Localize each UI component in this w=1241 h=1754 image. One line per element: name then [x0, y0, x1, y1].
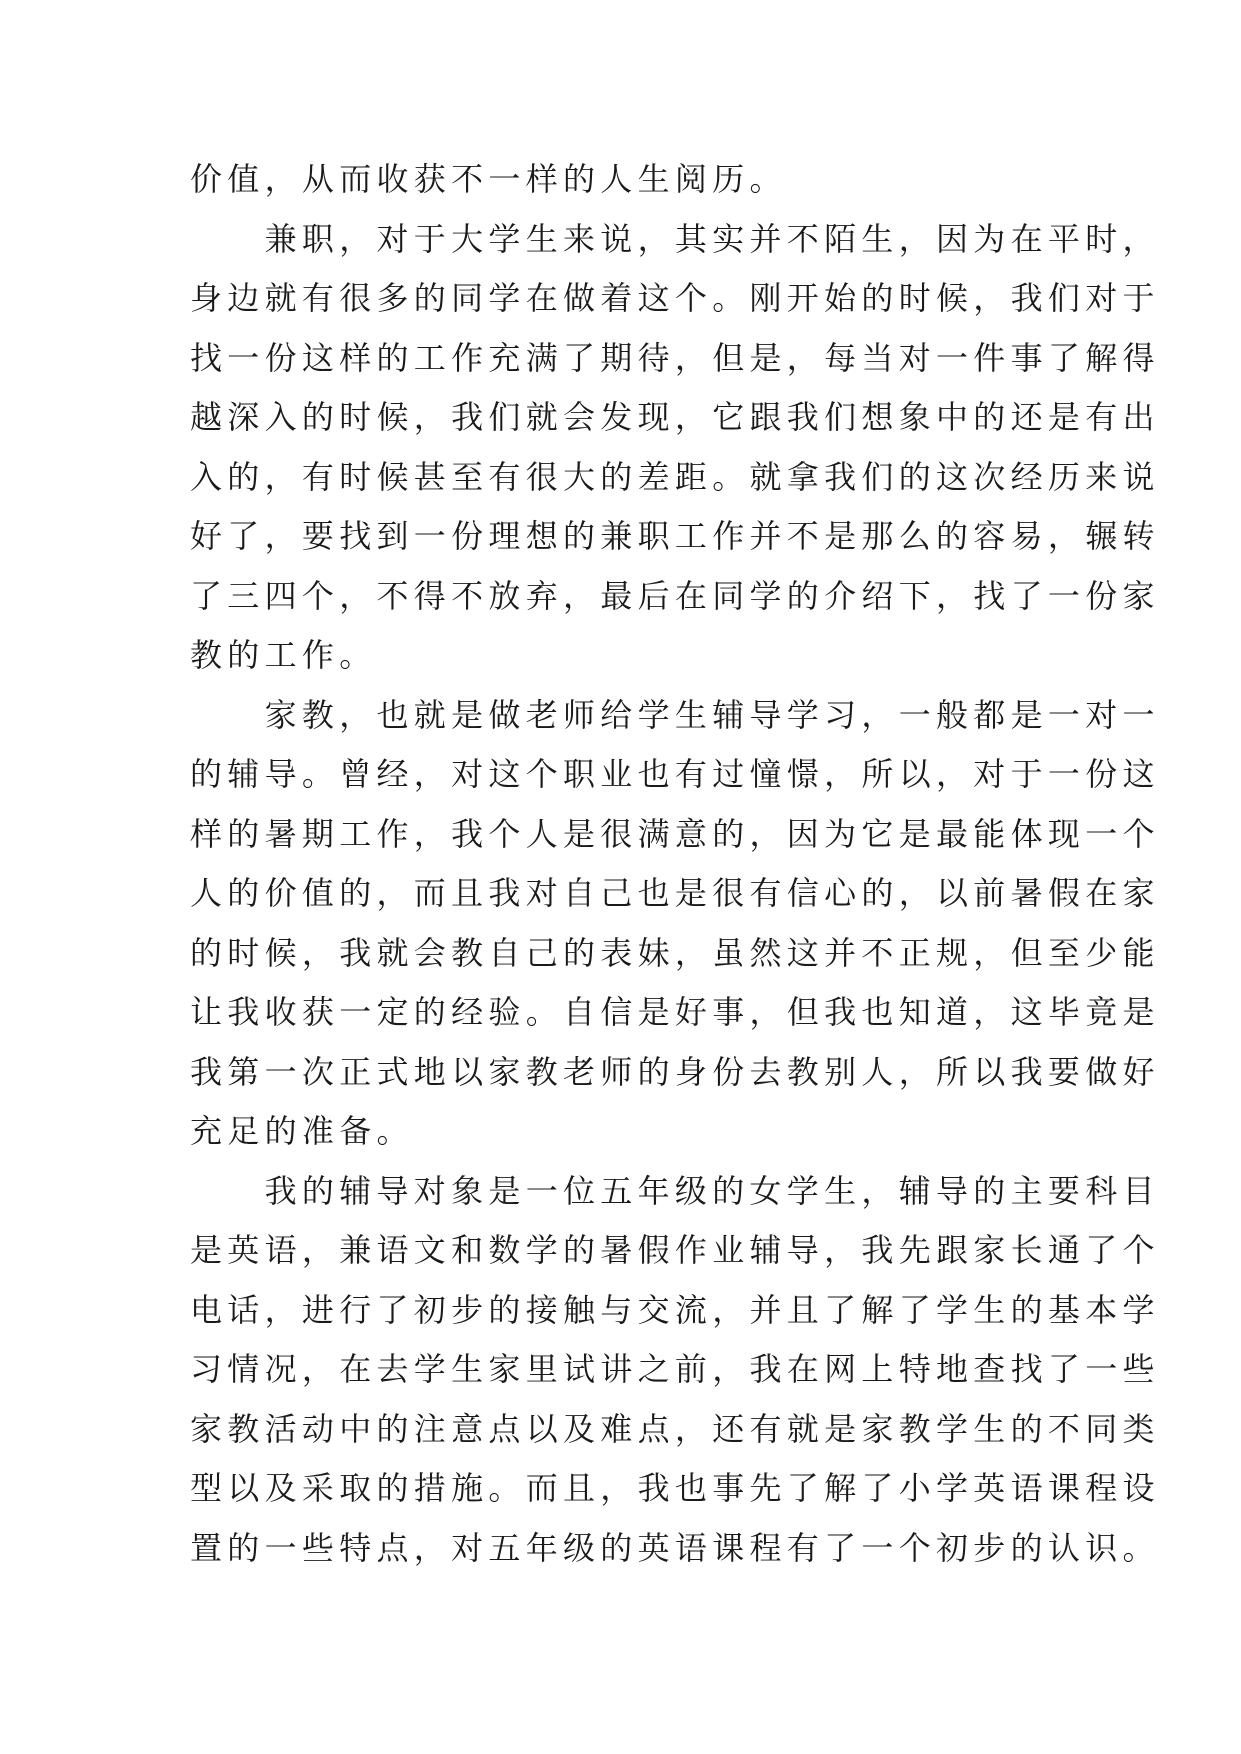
body-text [190, 150, 1160, 1578]
text-line: 让我收获一定的经验。自信是好事，但我也知道，这毕竟是 [190, 993, 1160, 1031]
text-line: 家教活动中的注意点以及难点，还有就是家教学生的不同类 [190, 1409, 1160, 1448]
text-line: 的时候，我就会教自己的表妹，虽然这并不正规，但至少能 [190, 933, 1160, 972]
text-line: 我的辅导对象是一位五年级的女学生，辅导的主要科目 [190, 1171, 1160, 1210]
text-line: 家教，也就是做老师给学生辅导学习，一般都是一对一 [190, 695, 1160, 734]
text-line: 的辅导。曾经，对这个职业也有过憧憬，所以，对于一份这 [190, 755, 1160, 793]
text-line: 充足的准备。 [190, 1112, 414, 1150]
text-line: 价值，从而收获不一样的人生阅历。 [190, 160, 787, 198]
text-line: 找一份这样的工作充满了期待，但是，每当对一件事了解得 [190, 338, 1160, 377]
text-line: 越深入的时候，我们就会发现，它跟我们想象中的还是有出 [190, 398, 1160, 436]
text-line: 好了，要找到一份理想的兼职工作并不是那么的容易，辗转 [190, 517, 1160, 555]
text-line: 入的，有时候甚至有很大的差距。就拿我们的这次经历来说 [190, 457, 1160, 496]
text-line: 身边就有很多的同学在做着这个。刚开始的时候，我们对于 [190, 279, 1160, 317]
text-line: 我第一次正式地以家教老师的身份去教别人，所以我要做好 [190, 1052, 1160, 1091]
text-line: 了三四个，不得不放弃，最后在同学的介绍下，找了一份家 [190, 576, 1160, 615]
text-line: 习情况，在去学生家里试讲之前，我在网上特地查找了一些 [190, 1350, 1160, 1388]
text-line: 人的价值的，而且我对自己也是很有信心的，以前暑假在家 [190, 874, 1160, 912]
text-line: 样的暑期工作，我个人是很满意的，因为它是最能体现一个 [190, 814, 1160, 853]
text-line: 型以及采取的措施。而且，我也事先了解了小学英语课程设 [190, 1469, 1160, 1507]
text-line: 兼职，对于大学生来说，其实并不陌生，因为在平时， [190, 219, 1160, 258]
text-line: 是英语，兼语文和数学的暑假作业辅导，我先跟家长通了个 [190, 1231, 1160, 1269]
text-line: 教的工作。 [190, 636, 377, 674]
text-line: 置的一些特点，对五年级的英语课程有了一个初步的认识。 [190, 1528, 1160, 1567]
text-line: 电话，进行了初步的接触与交流，并且了解了学生的基本学 [190, 1290, 1160, 1329]
